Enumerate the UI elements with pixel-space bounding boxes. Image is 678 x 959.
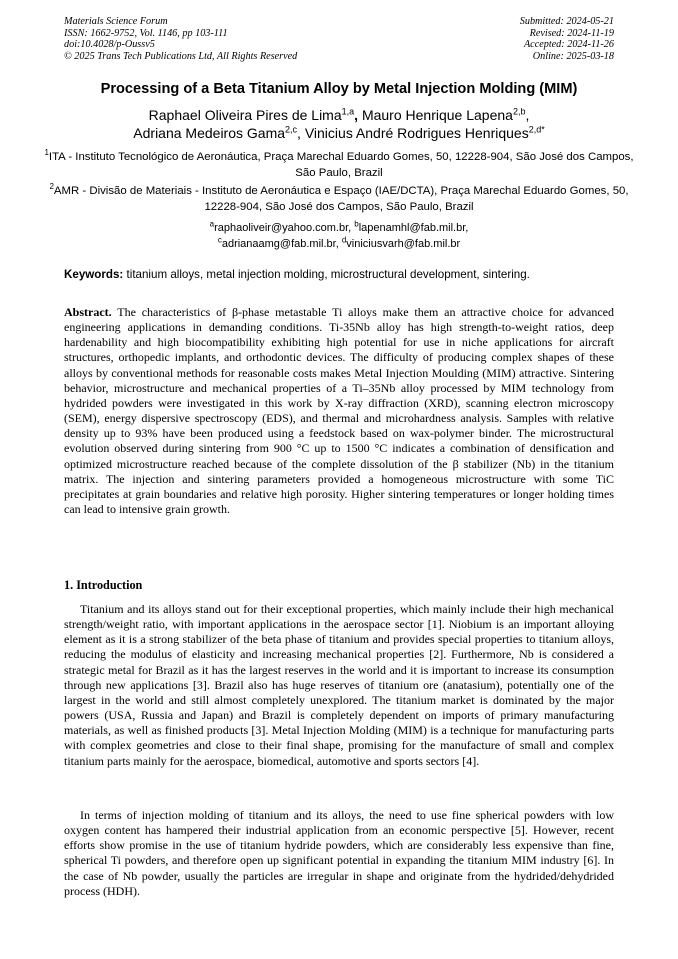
journal-doi: doi:10.4028/p-Oussv5 (64, 39, 155, 51)
paper-title: Processing of a Beta Titanium Alloy by Metal Injection Molding (MIM) (100, 81, 578, 97)
keywords-text: titanium alloys, metal injection molding, microstructural development, sintering. (126, 268, 530, 281)
introduction-paragraph: In terms of injection molding of titanium and its alloys, the need to use fine spherical powders with low oxygen content has hampered their industrial application from an economic perspective [5]. However, recent efforts show promise in the use of titanium hydride powders, which are considerably less expensive than fine, spherical Ti powders, and therefore open up significant potential in expanding the titanium MIM industry [6]. In the case of Nb powder, usually the particles are irregular in shape and originate from the hydrided/dehydrided process (HDH). (64, 808, 614, 898)
journal-copyright: © 2025 Trans Tech Publications Ltd, All Rights Reserved (64, 50, 298, 62)
affiliation: $^1$ITA - Instituto Tecnológico de Aeronáutica, Praça Marechal Eduardo Gomes, 50, 12228-904, São José dos Campos, São Paulo, Brazil (44, 148, 634, 179)
keywords-label: Keywords: (64, 268, 124, 281)
journal-header (64, 16, 297, 62)
author: Vinicius André Rodrigues Henriques$^{2,d*}$ (304, 124, 545, 141)
author-list (40, 106, 638, 142)
author: Mauro Henrique Lapena$^{2,b}$, (361, 106, 530, 123)
introduction-paragraph: Titanium and its alloys stand out for their exceptional properties, which mainly include their high mechanical strength/weight ratio, with important applications in the aerospace sector [1]. Niobium is an important alloying element as it is a strong stabilizer of the beta phase of titanium and provides special properties to titanium alloys, reducing the modulus of elasticity and increasing mechanical properties [2]. Furthermore, Nb is considered a strategic metal for Brazil as it has the largest reserves in the world and it is important to increase its consumption through new applications [3]. Brazil also has huge reserves of titanium ore (anatasium), potentially one of the largest in the world and still almost completely unexplored. The titanium market is dominated by the major powers (USA, Russia and Japan) and Brazil is completely dependent on imports of primary manufacturing materials, as well as finished products [3]. Metal Injection Molding (MIM) is a technique for manufacturing parts with complex geometries and close to their final shape, promising for the manufacture of small and complex titanium parts mainly for the aerospace, biomedical, automotive and sports sectors [4]. (64, 602, 614, 768)
date-submitted: Submitted: 2024-05-21 (519, 16, 614, 27)
author: Raphael Oliveira Pires de Lima$^{1,a}$, (148, 106, 359, 123)
date-online: Online: 2025-03-18 (532, 50, 614, 62)
keywords (64, 268, 624, 281)
date-accepted: Accepted: 2024-11-26 (523, 39, 614, 51)
date-revised: Revised: 2024-11-19 (529, 27, 614, 39)
email: $^b$lapenamhl@fab.mil.br, (354, 219, 469, 234)
dates-header (520, 16, 614, 62)
abstract (64, 305, 614, 517)
email: $^c$adrianaamg@fab.mil.br, (217, 235, 339, 250)
abstract-label: Abstract. (64, 305, 112, 319)
email-list (40, 220, 638, 252)
abstract-text: The characteristics of β-phase metastable Ti alloys make them an attractive choice for advanced engineering applications in demanding conditions. Ti-35Nb alloy has high strength-to-weight ratios, deep hardenability and high biocompatibility exhibiting high potential for use in niche applications for aircraft structures, orthopedic implants, and orthodontic devices. The difficulty of producing complex shapes of these alloys by conventional methods for reasonable costs makes Metal Injection Moulding (MIM) attractive. Sintering behavior, microstructure and mechanical properties of a Ti–35Nb alloy processed by MIM technology from hydrided powders were investigated in this work by X-ray diffraction (XRD), scanning electron microscopy (SEM), energy dispersive spectroscopy (EDS), and thermal and microhardness analysis. Samples with relative density up to 93% have been produced using a feedstock based on wax-polymer binder. The microstructural evolution observed during sintering from 900 °C up to 1500 °C indicates a combination of densification and optimized microstructure reached because of the complete dissolution of the β stabilizer (Nb) in the titanium matrix. The injection and sintering parameters provided a homogeneous microstructure with some TiC precipitates at grain boundaries and relative high porosity. Higher sintering temperatures or longer holding times can lead to intensive grain growth. (64, 305, 614, 517)
journal-name: Materials Science Forum (64, 16, 168, 27)
affiliation: $^2$AMR - Divisão de Materiais - Instituto de Aeronáutica e Espaço (IAE/DCTA), Praça Marechal Eduardo Gomes, 50, 12228-904, São José dos Campos, São Paulo, Brazil (49, 182, 629, 213)
email: $^d$viniciusvarh@fab.mil.br (341, 235, 461, 250)
email: $^a$raphaoliveir@yahoo.com.br, (209, 219, 352, 234)
author: Adriana Medeiros Gama$^{2,c}$, (133, 124, 301, 141)
section-heading-introduction: 1. Introduction (64, 578, 143, 592)
journal-issn: ISSN: 1662-9752, Vol. 1146, pp 103-111 (64, 27, 228, 39)
